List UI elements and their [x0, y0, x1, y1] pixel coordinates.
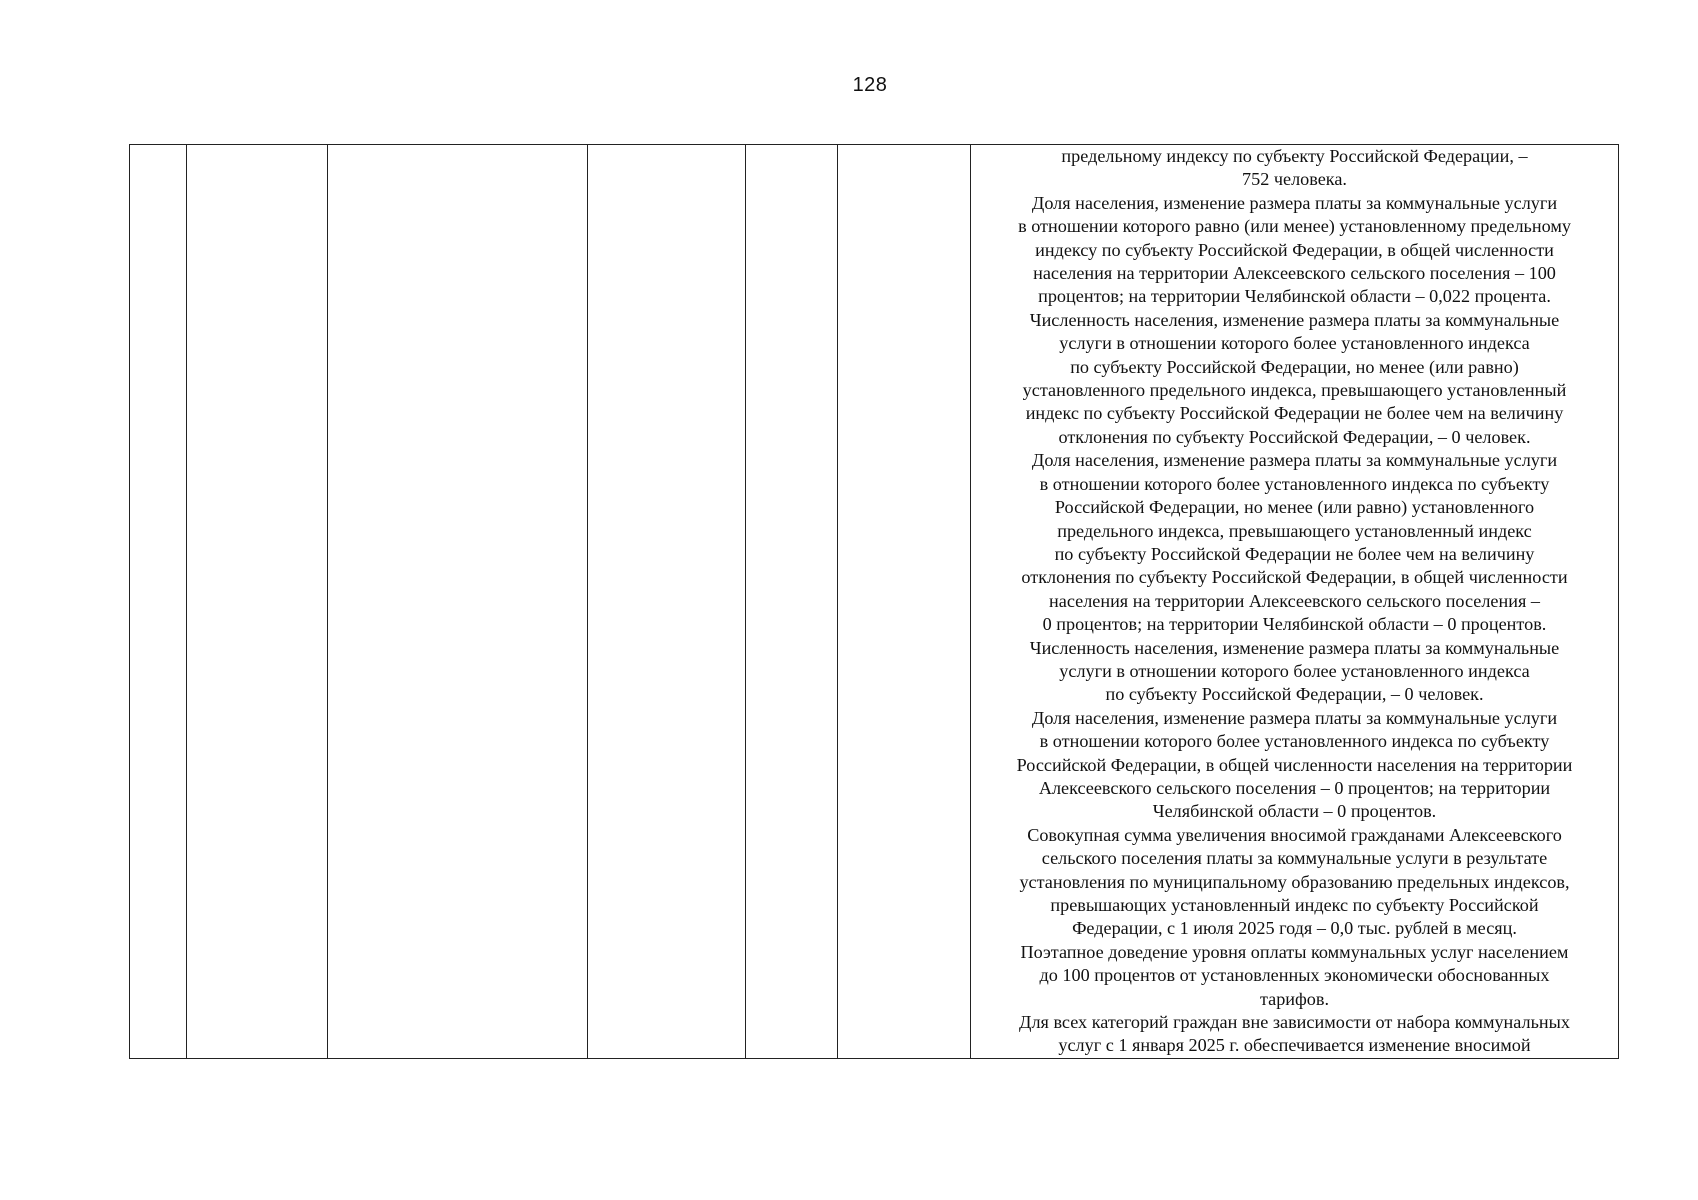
text-line: услуги в отношении которого более установленного индекса — [1059, 660, 1530, 681]
text-line: Совокупная сумма увеличения вносимой гражданами Алексеевского — [1027, 824, 1562, 845]
text-line: населения на территории Алексеевского сельского поселения – — [1049, 590, 1540, 611]
text-line: Челябинской области – 0 процентов. — [1152, 801, 1437, 822]
text-line: 0 процентов; на территории Челябинской области – 0 процентов. — [1042, 614, 1547, 635]
table-cell-empty-1 — [130, 145, 187, 1059]
text-line: Алексеевского сельского поселения – 0 процентов; на территории — [1038, 777, 1551, 798]
text-line: Численность населения, изменение размера платы за коммунальные — [1029, 637, 1560, 658]
text-line: 752 человека. — [1242, 169, 1347, 190]
text-line: в отношении которого более установленного индекса по субъекту — [1039, 731, 1550, 752]
table-cell-empty-5 — [746, 145, 838, 1059]
text-line: отклонения по субъекту Российской Федерации, в общей численности — [1021, 567, 1568, 588]
page-number: 128 — [852, 74, 888, 96]
text-line: в отношении которого равно (или менее) установленному предельному — [1018, 216, 1571, 237]
table-cell-description — [971, 145, 1619, 1059]
text-line: услуг с 1 января 2025 г. обеспечивается изменение вносимой — [1058, 1035, 1531, 1056]
table-cell-empty-4 — [588, 145, 746, 1059]
text-line: Федерации, с 1 июля 2025 годя – 0,0 тыс. рублей в месяц. — [1072, 918, 1517, 939]
text-line: тарифов. — [1259, 988, 1330, 1009]
text-line: предельному индексу по субъекту Российской Федерации, – — [1061, 146, 1528, 166]
text-line: Поэтапное доведение уровня оплаты коммунальных услуг населением — [1020, 941, 1569, 962]
text-line: процентов; на территории Челябинской области – 0,022 процента. — [1038, 286, 1551, 307]
text-line: Доля населения, изменение размера платы за коммунальные услуги — [1031, 707, 1558, 728]
table-row — [130, 145, 1619, 1059]
table-cell-empty-6 — [838, 145, 971, 1059]
text-line: до 100 процентов от установленных экономически обоснованных — [1039, 965, 1550, 986]
text-line: предельного индекса, превышающего установленный индекс — [1057, 520, 1532, 541]
text-line: Российской Федерации, в общей численности населения на территории — [1016, 754, 1573, 775]
text-line: сельского поселения платы за коммунальные услуги в результате — [1041, 848, 1548, 869]
table-cell-empty-2 — [187, 145, 328, 1059]
text-line: Численность населения, изменение размера платы за коммунальные — [1029, 309, 1560, 330]
text-line: Российской Федерации, но менее (или равно) установленного — [1054, 497, 1535, 518]
text-line: индекс по субъекту Российской Федерации не более чем на величину — [1025, 403, 1564, 424]
text-line: индексу по субъекту Российской Федерации, в общей численности — [1035, 239, 1554, 260]
text-line: в отношении которого более установленного индекса по субъекту — [1039, 473, 1550, 494]
text-line: по субъекту Российской Федерации, – 0 человек. — [1105, 684, 1484, 705]
text-line: Доля населения, изменение размера платы за коммунальные услуги — [1031, 192, 1558, 213]
table-cell-empty-3 — [328, 145, 588, 1059]
text-line: превышающих установленный индекс по субъекту Российской — [1050, 895, 1539, 915]
text-line: установления по муниципальному образованию предельных индексов, — [1019, 871, 1570, 892]
text-line: по субъекту Российской Федерации не более чем на величину — [1054, 543, 1535, 564]
text-line: по субъекту Российской Федерации, но менее (или равно) — [1070, 356, 1519, 377]
text-line: установленного предельного индекса, превышающего установленный — [1022, 380, 1567, 401]
text-line: Для всех категорий граждан вне зависимости от набора коммунальных — [1019, 1012, 1570, 1033]
text-line: Доля населения, изменение размера платы за коммунальные услуги — [1031, 450, 1558, 471]
document-table — [129, 144, 1619, 1059]
text-line: услуги в отношении которого более установленного индекса — [1059, 333, 1530, 354]
text-line: населения на территории Алексеевского сельского поселения – 100 — [1033, 263, 1556, 284]
text-line: отклонения по субъекту Российской Федерации, – 0 человек. — [1058, 426, 1531, 447]
